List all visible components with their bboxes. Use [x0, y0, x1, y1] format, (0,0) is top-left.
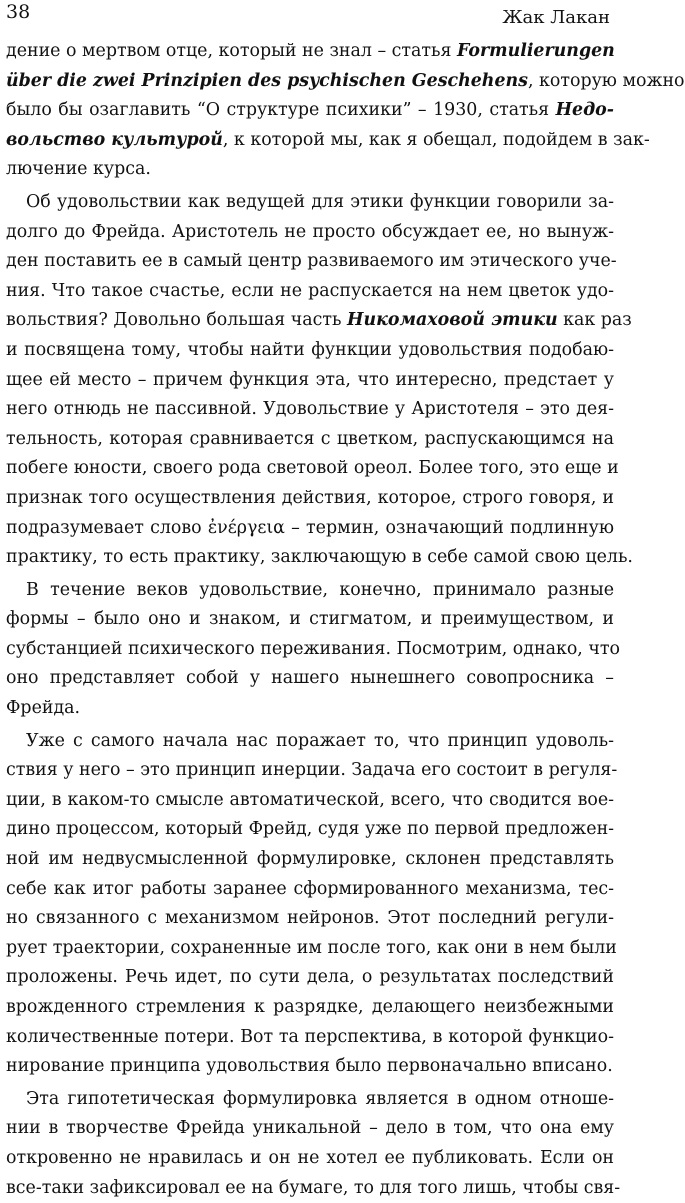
text-segment: ния. Что такое счастье, если не распускается на нем цветок удо- — [6, 280, 614, 301]
text-segment: но связанного с механизмом нейронов. Этот последний регули- — [6, 908, 614, 929]
text-line — [6, 247, 617, 277]
text-segment: Об удовольствии как ведущей для этики функции говорили за- — [26, 191, 614, 212]
text-line — [6, 963, 614, 993]
text-segment: себе как итог работы заранее сформированного механизма, тес- — [6, 878, 614, 899]
text-segment: Фрейда. — [6, 698, 81, 719]
text-segment: щее ей место – причем функция эта, что интересно, предстает у — [6, 369, 614, 390]
text-line — [6, 934, 617, 964]
text-line — [6, 845, 614, 875]
text-line — [6, 395, 614, 425]
page-header — [0, 0, 620, 30]
text-line — [6, 694, 614, 724]
text-line — [6, 155, 614, 185]
text-line — [6, 1052, 614, 1082]
body-text — [6, 37, 685, 1203]
text-line — [6, 993, 614, 1023]
text-segment: тельность, которая сравнивается с цветком, распускающимся на — [6, 428, 614, 449]
text-line — [6, 543, 633, 573]
text-segment: ции, в каком-то смысле автоматической, всего, что сводится вое- — [6, 789, 614, 810]
text-segment: формы – было оно и знаком, и стигматом, и преимуществом, и — [6, 609, 614, 630]
text-segment: побеге юности, своего рода световой ореол. Более того, это еще и — [6, 458, 619, 479]
italic-title: über die zwei Prinzipien des psychischen Geschehens — [6, 70, 528, 91]
text-line — [6, 514, 614, 544]
text-line — [6, 815, 614, 845]
text-line — [6, 605, 614, 635]
text-segment: дино процессом, который Фрейд, судя уже по первой предложен- — [6, 819, 615, 840]
text-segment: ствия у него – это принцип инерции. Задача его состоит в регуля- — [6, 760, 618, 781]
text-line — [6, 875, 614, 905]
text-line — [6, 1174, 621, 1203]
page-number: 38 — [6, 1, 31, 23]
text-line — [6, 1023, 614, 1053]
text-segment: дение о мертвом отце, который не знал – статья — [6, 41, 458, 61]
text-segment: Эта гипотетическая формулировка является в одном отноше- — [26, 1088, 614, 1109]
text-segment: ден поставить ее в самый центр развиваемого им этического уче- — [6, 251, 617, 272]
text-segment: нирование принципа удовольствия было первоначально вписано. — [6, 1056, 613, 1077]
text-line — [6, 664, 614, 694]
text-line — [6, 306, 632, 336]
text-segment: и посвящена тому, чтобы найти функции удовольствия подобаю- — [6, 339, 614, 360]
text-line — [6, 366, 614, 396]
text-line — [6, 336, 614, 366]
text-segment: как раз — [557, 310, 632, 331]
text-segment: подразумевает слово — [6, 517, 208, 538]
text-segment: было бы озаглавить “О структуре психики” – 1930, статья — [6, 100, 556, 121]
text-segment: Уже с самого начала нас поражает то, что принцип удоволь- — [26, 730, 614, 751]
text-segment: долго до Фрейда. Аристотель не просто обсуждает ее, но вынуж- — [6, 221, 614, 242]
text-line — [6, 218, 614, 248]
text-line — [6, 904, 614, 934]
text-line — [6, 786, 614, 816]
text-segment: рует траектории, сохраненные им после того, как они в нем были — [6, 937, 617, 958]
italic-title: Недо- — [555, 100, 614, 121]
paragraph — [6, 576, 620, 724]
paragraph — [6, 1085, 621, 1203]
text-line — [6, 1144, 614, 1174]
text-line — [6, 126, 650, 156]
text-line — [6, 756, 618, 786]
paragraph — [6, 727, 618, 1082]
italic-title: вольство культурой — [6, 129, 223, 150]
text-line — [6, 96, 614, 126]
running-title: Жак Лакан — [502, 7, 610, 28]
text-line — [6, 425, 614, 455]
paragraph — [6, 188, 633, 573]
text-segment: – термин, означающий подлинную — [284, 517, 614, 538]
paragraph — [6, 37, 685, 185]
text-segment: ἐνέργεια — [207, 517, 285, 538]
text-segment: практику, то есть практику, заключающую в себе самой свою цель. — [6, 547, 633, 568]
text-segment: врожденного стремления к разрядке, делающего неизбежными — [6, 997, 614, 1017]
text-segment: , к которой мы, как я обещал, подойдем в зак- — [222, 129, 650, 150]
text-segment: лючение курса. — [6, 159, 151, 180]
text-segment: субстанцией психического переживания. Посмотрим, однако, что — [6, 638, 620, 659]
text-line — [6, 277, 614, 307]
text-segment: количественные потери. Вот та перспектива, в которой функцио- — [6, 1026, 614, 1047]
text-line — [6, 37, 614, 67]
text-line — [6, 727, 614, 757]
text-line — [6, 454, 619, 484]
text-segment: В течение веков удовольствие, конечно, принимало разные — [26, 579, 614, 600]
text-segment: вольствия? Довольно большая часть — [6, 310, 348, 331]
text-segment: него отнюдь не пассивной. Удовольствие у Аристотеля – это дея- — [6, 399, 614, 420]
text-line — [6, 635, 620, 665]
text-line — [6, 188, 614, 218]
text-line — [6, 1085, 614, 1115]
text-segment: нии в творчестве Фрейда уникальной – дело в том, что она ему — [6, 1118, 614, 1139]
text-segment: , которую можно — [527, 70, 685, 91]
italic-title: Никомаховой этики — [347, 310, 558, 331]
text-line — [6, 1114, 614, 1144]
text-line — [6, 576, 614, 606]
text-line — [6, 484, 614, 514]
text-line — [6, 67, 685, 97]
text-segment: признак того осуществления действия, которое, строго говоря, и — [6, 487, 614, 508]
text-segment: откровенно не нравилась и он не хотел ее публиковать. Если он — [6, 1147, 614, 1168]
text-segment: оно представляет собой у нашего нынешнего совопросника – — [6, 668, 614, 689]
text-segment: проложены. Речь идет, по сути дела, о результатах последствий — [6, 967, 614, 988]
text-segment: все-таки зафиксировал ее на бумаге, то для того лишь, чтобы свя- — [6, 1177, 621, 1198]
text-segment: ной им недвусмысленной формулировке, склонен представлять — [6, 849, 614, 870]
italic-title: Formulierungen — [457, 41, 615, 61]
